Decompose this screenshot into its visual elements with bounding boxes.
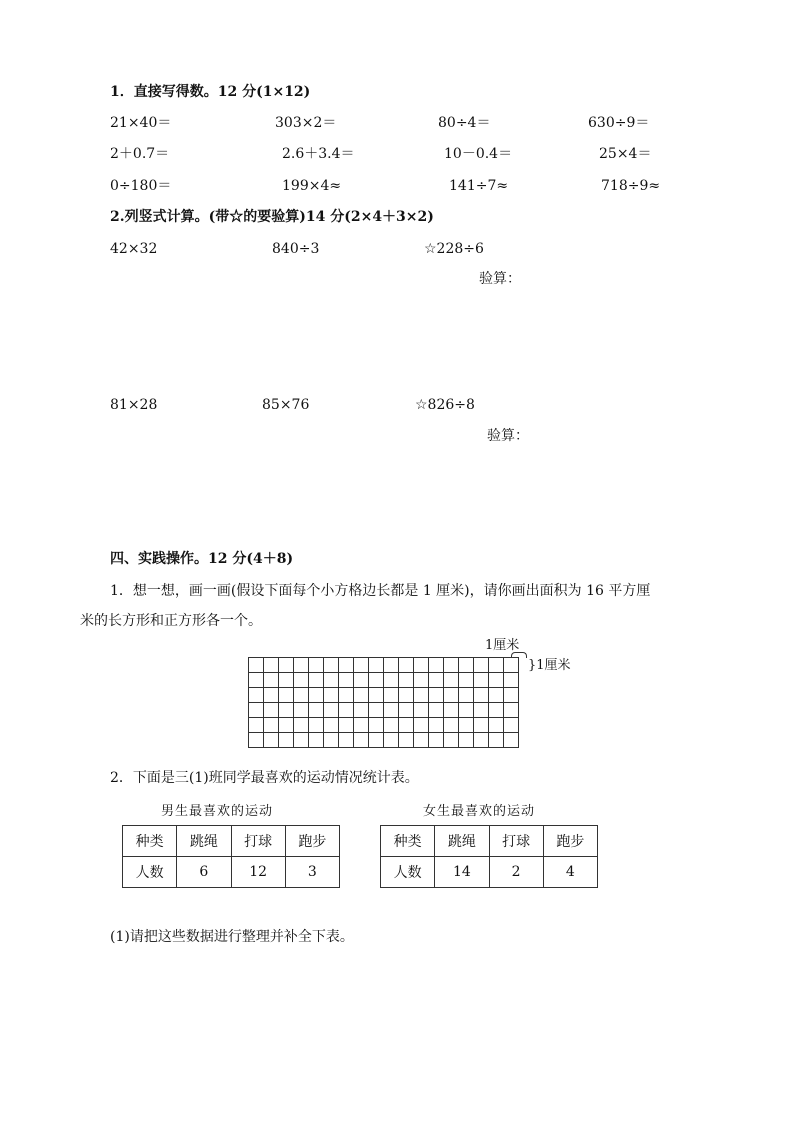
question-1-title: 1．直接写得数。12 分(1×12)	[110, 84, 311, 100]
vertical-calc-item: 81×28	[110, 397, 158, 413]
grid-cell	[369, 658, 384, 673]
grid-cell	[354, 688, 369, 703]
grid-cell	[429, 733, 444, 748]
table-cell: 人数	[381, 857, 435, 888]
vertical-calc-item: ☆826÷8	[415, 397, 475, 413]
grid-cell	[384, 703, 399, 718]
grid-cell	[459, 733, 474, 748]
grid-cell	[354, 703, 369, 718]
mental-math-item: 630÷9＝	[588, 115, 650, 131]
grid-cell	[294, 703, 309, 718]
grid-cell	[309, 718, 324, 733]
grid-cell	[489, 733, 504, 748]
grid-cell	[414, 733, 429, 748]
grid-cell	[474, 733, 489, 748]
table-cell: 跳绳	[177, 826, 231, 857]
grid-cell	[429, 718, 444, 733]
grid-cell	[369, 733, 384, 748]
grid-cell	[309, 703, 324, 718]
grid-cell	[249, 658, 264, 673]
mental-math-item: 25×4＝	[599, 146, 652, 162]
mental-math-item: 2＋0.7＝	[110, 146, 170, 162]
grid-cell	[489, 688, 504, 703]
grid-cell	[474, 688, 489, 703]
grid-cell	[294, 658, 309, 673]
grid-cell	[504, 658, 519, 673]
grid-cell	[459, 688, 474, 703]
grid-cell	[294, 673, 309, 688]
grid-cell	[429, 658, 444, 673]
grid-cell	[489, 658, 504, 673]
grid-cell	[369, 673, 384, 688]
mental-math-item: 21×40＝	[110, 115, 172, 131]
grid-cell	[354, 658, 369, 673]
mental-math-item: 141÷7≈	[449, 178, 509, 194]
grid-cell	[249, 703, 264, 718]
question-1-text-cont: 米的长方形和正方形各一个。	[80, 613, 262, 629]
grid-cell	[459, 718, 474, 733]
grid-cell	[324, 688, 339, 703]
grid-cell	[294, 733, 309, 748]
grid-cell	[249, 718, 264, 733]
section-4-title: 四、实践操作。12 分(4＋8)	[110, 551, 294, 567]
grid-cell	[474, 703, 489, 718]
table-row	[123, 826, 340, 857]
grid-cell	[279, 703, 294, 718]
grid-cell	[444, 733, 459, 748]
grid-cell	[504, 688, 519, 703]
mental-math-item: 2.6＋3.4＝	[282, 146, 355, 162]
table-cell: 打球	[489, 826, 543, 857]
girls-table-caption: 女生最喜欢的运动	[423, 804, 536, 819]
grid-cell	[459, 703, 474, 718]
table-cell: 跑步	[543, 826, 597, 857]
table-cell: 6	[177, 857, 231, 888]
table-cell: 种类	[381, 826, 435, 857]
grid-cell	[384, 733, 399, 748]
question-2-title: 2.列竖式计算。(带☆的要验算)14 分(2×4＋3×2)	[110, 209, 434, 225]
grid-cell	[444, 688, 459, 703]
boys-sports-table	[122, 825, 340, 888]
grid-cell	[414, 658, 429, 673]
grid-cell	[429, 673, 444, 688]
grid-cell	[264, 688, 279, 703]
grid-cell	[249, 733, 264, 748]
mental-math-item: 303×2＝	[275, 115, 337, 131]
mental-math-item: 10－0.4＝	[444, 146, 513, 162]
table-row	[381, 826, 598, 857]
grid-cell	[339, 688, 354, 703]
square-grid	[248, 657, 519, 748]
grid-cell	[279, 718, 294, 733]
sub-question-1: (1)请把这些数据进行整理并补全下表。	[110, 929, 354, 945]
vertical-calc-item: ☆228÷6	[424, 241, 484, 257]
table-cell: 12	[231, 857, 285, 888]
grid-cell	[354, 718, 369, 733]
grid-cell	[384, 658, 399, 673]
grid-cell	[414, 688, 429, 703]
table-row	[123, 857, 340, 888]
boys-table-caption: 男生最喜欢的运动	[161, 804, 274, 819]
grid-cell	[459, 673, 474, 688]
grid-cell	[444, 718, 459, 733]
grid-cell	[384, 718, 399, 733]
grid-cell	[399, 718, 414, 733]
grid-cell	[339, 718, 354, 733]
grid-cell	[249, 688, 264, 703]
table-cell: 跑步	[285, 826, 339, 857]
grid-cell	[264, 673, 279, 688]
check-label: 验算：	[479, 271, 521, 287]
grid-cell	[339, 733, 354, 748]
grid-cell	[324, 658, 339, 673]
table-cell: 跳绳	[435, 826, 489, 857]
table-cell: 14	[435, 857, 489, 888]
grid-cell	[339, 658, 354, 673]
mental-math-item: 0÷180＝	[110, 178, 172, 194]
grid-cell	[309, 658, 324, 673]
grid-cell	[324, 718, 339, 733]
grid-cell	[399, 688, 414, 703]
grid-cell	[444, 673, 459, 688]
mental-math-item: 199×4≈	[282, 178, 342, 194]
grid-cell	[399, 658, 414, 673]
grid-cell	[504, 718, 519, 733]
grid-cell	[309, 688, 324, 703]
grid-cell	[369, 688, 384, 703]
grid-cell	[414, 718, 429, 733]
grid-cell	[339, 703, 354, 718]
question-1-text: 1．想一想，画一画(假设下面每个小方格边长都是 1 厘米)，请你画出面积为 16 平方厘	[110, 583, 651, 599]
grid-cell	[369, 718, 384, 733]
grid-cell	[294, 718, 309, 733]
grid-cell	[399, 703, 414, 718]
question-2-title: 2．下面是三(1)班同学最喜欢的运动情况统计表。	[110, 770, 419, 786]
grid-cell	[504, 733, 519, 748]
grid-label-top: 1厘米	[485, 638, 520, 653]
grid-cell	[369, 703, 384, 718]
grid-cell	[399, 673, 414, 688]
grid-cell	[504, 703, 519, 718]
grid-cell	[444, 658, 459, 673]
girls-sports-table	[380, 825, 598, 888]
check-label: 验算：	[487, 428, 529, 444]
grid-cell	[279, 658, 294, 673]
grid-label-side: }1厘米	[528, 658, 571, 673]
grid-cell	[294, 688, 309, 703]
table-cell: 2	[489, 857, 543, 888]
grid-cell	[474, 658, 489, 673]
grid-cell	[324, 673, 339, 688]
grid-cell	[249, 673, 264, 688]
vertical-calc-item: 42×32	[110, 241, 158, 257]
grid-cell	[324, 703, 339, 718]
grid-cell	[504, 673, 519, 688]
grid-cell	[309, 733, 324, 748]
grid-cell	[339, 673, 354, 688]
table-cell: 4	[543, 857, 597, 888]
table-cell: 打球	[231, 826, 285, 857]
table-row	[381, 857, 598, 888]
grid-cell	[354, 673, 369, 688]
vertical-calc-item: 85×76	[262, 397, 310, 413]
grid-cell	[279, 673, 294, 688]
mental-math-item: 718÷9≈	[601, 178, 661, 194]
grid-cell	[429, 703, 444, 718]
grid-cell	[309, 673, 324, 688]
grid-cell	[264, 658, 279, 673]
grid-cell	[384, 688, 399, 703]
grid-cell	[279, 733, 294, 748]
grid-cell	[429, 688, 444, 703]
table-cell: 人数	[123, 857, 177, 888]
grid-cell	[264, 733, 279, 748]
grid-cell	[264, 718, 279, 733]
grid-cell	[489, 673, 504, 688]
grid-cell	[489, 718, 504, 733]
grid-cell	[444, 703, 459, 718]
grid-cell	[384, 673, 399, 688]
grid-cell	[264, 703, 279, 718]
grid-cell	[474, 673, 489, 688]
grid-cell	[354, 733, 369, 748]
grid-cell	[474, 718, 489, 733]
mental-math-item: 80÷4＝	[438, 115, 491, 131]
grid-cell	[459, 658, 474, 673]
table-cell: 3	[285, 857, 339, 888]
grid-cell	[324, 733, 339, 748]
vertical-calc-item: 840÷3	[272, 241, 320, 257]
table-cell: 种类	[123, 826, 177, 857]
grid-cell	[414, 673, 429, 688]
grid-cell	[489, 703, 504, 718]
grid-cell	[414, 703, 429, 718]
grid-cell	[279, 688, 294, 703]
grid-cell	[399, 733, 414, 748]
